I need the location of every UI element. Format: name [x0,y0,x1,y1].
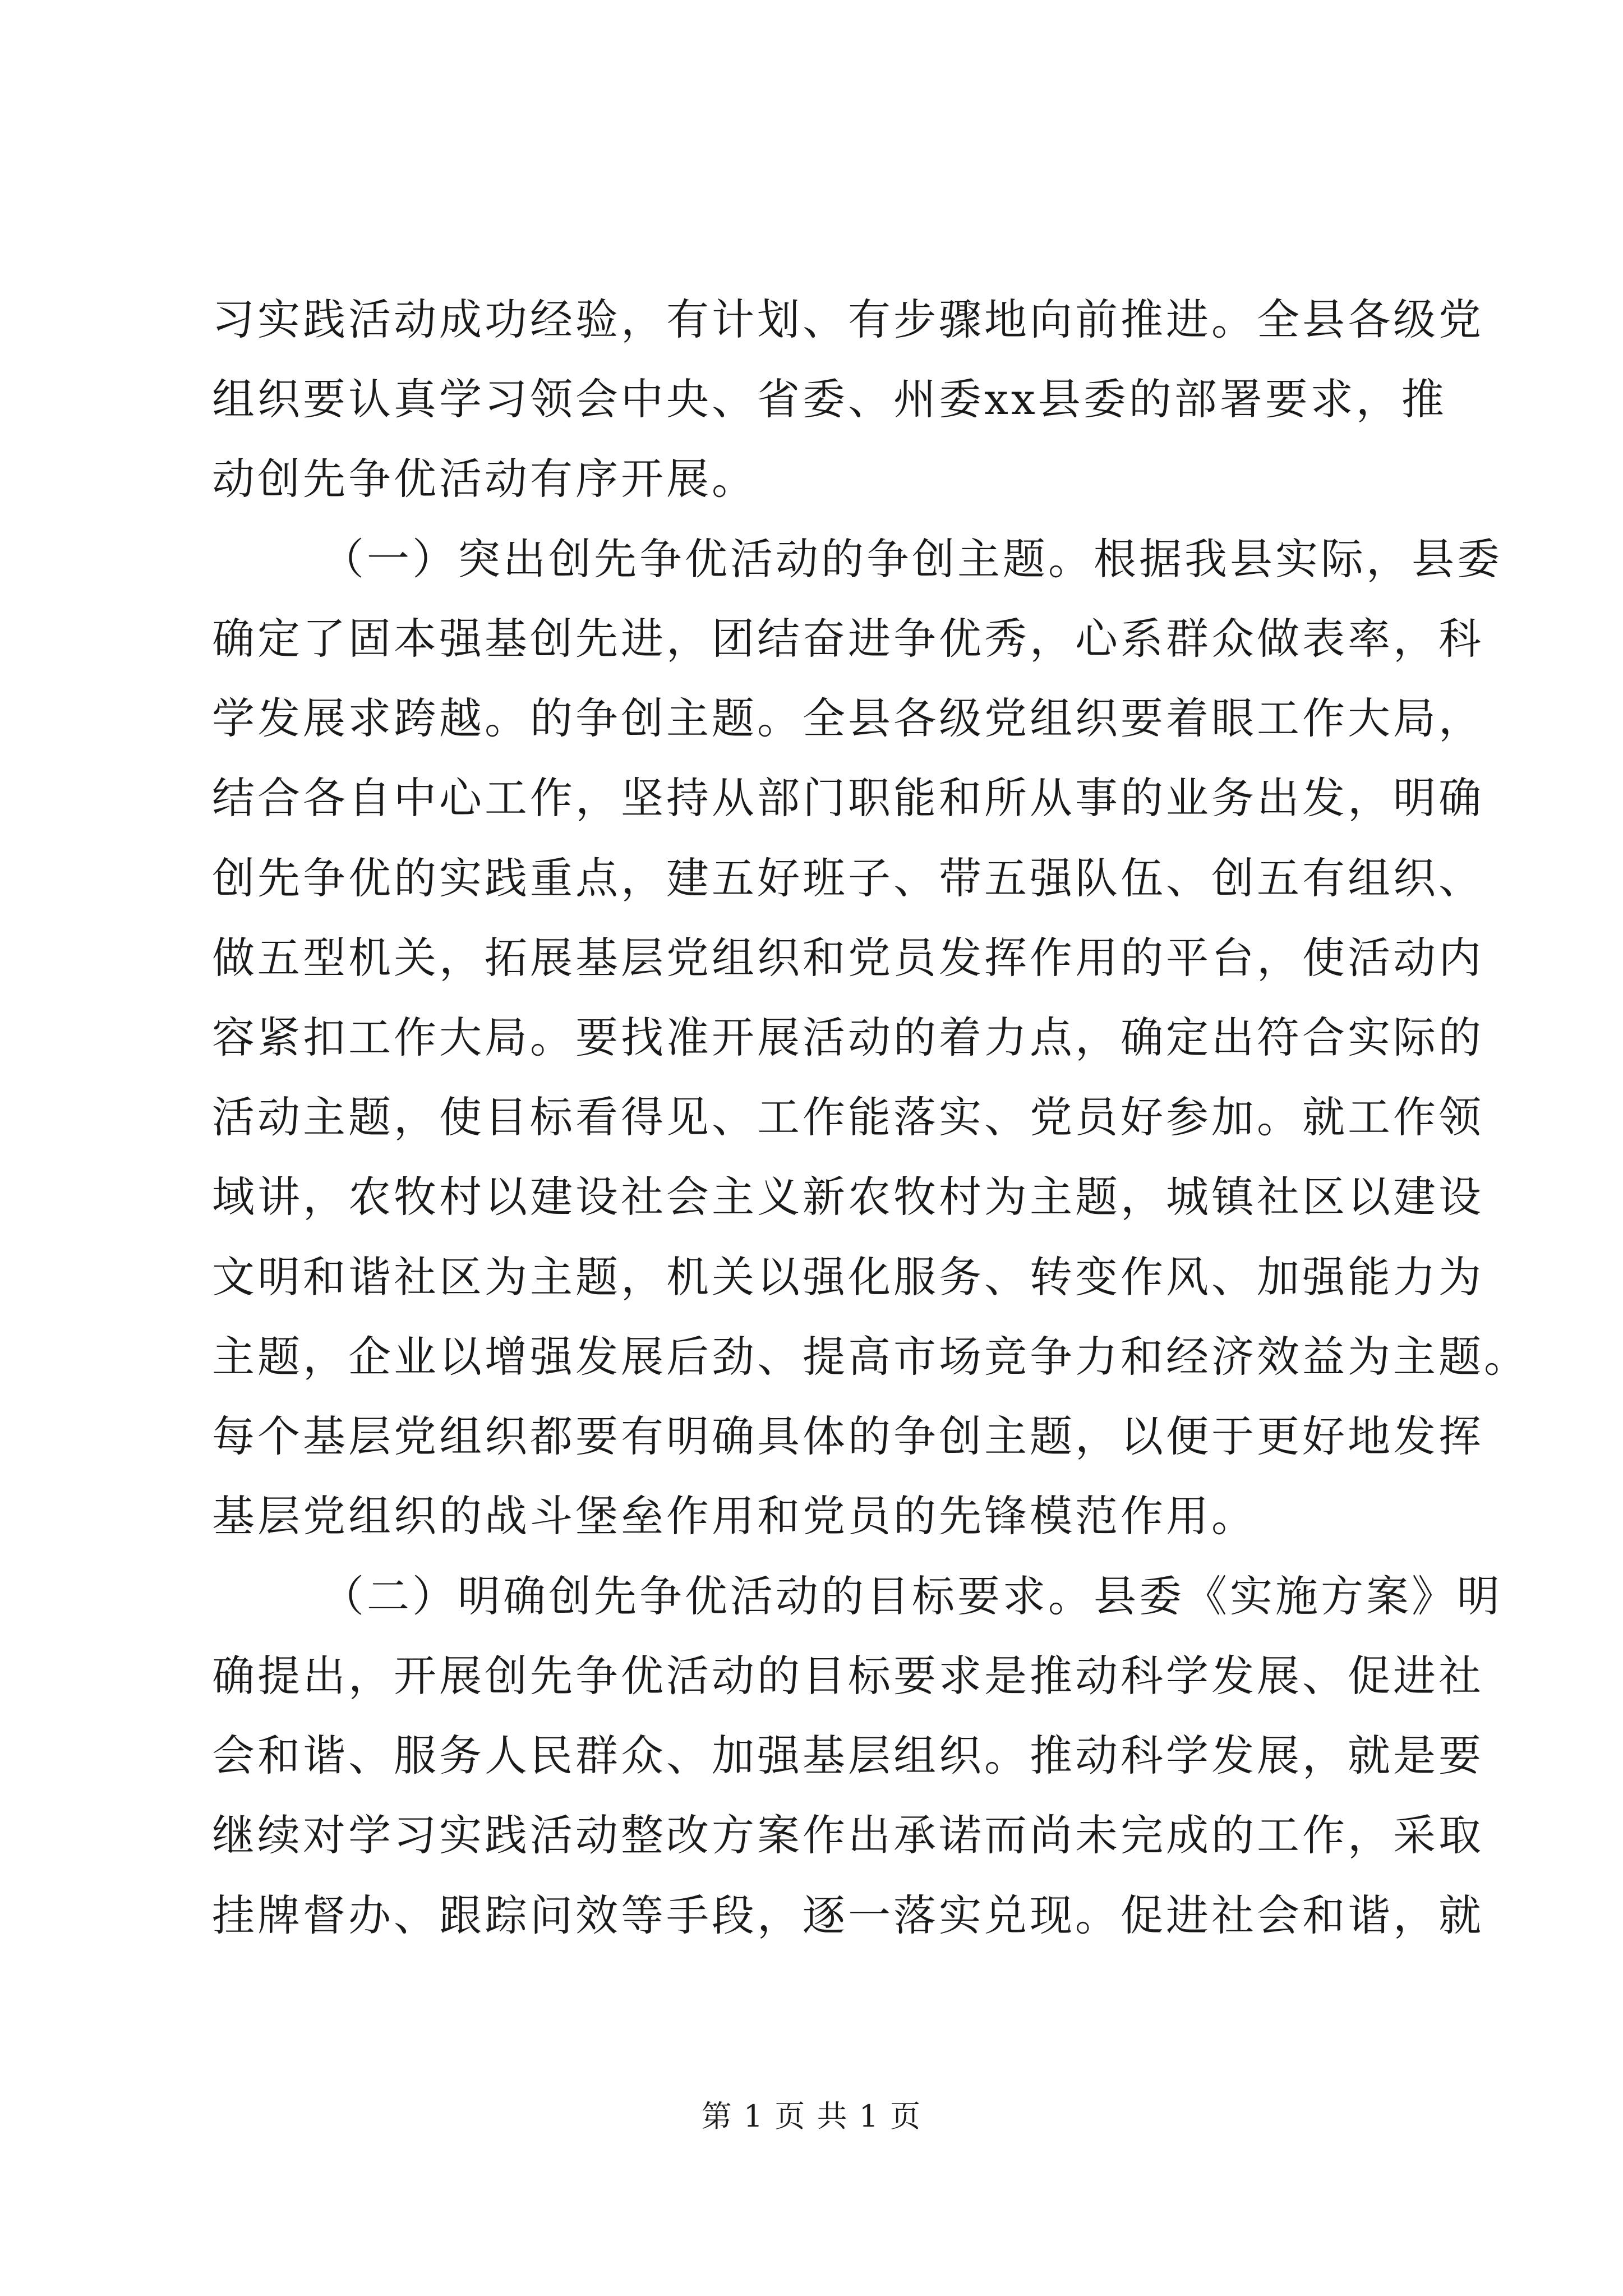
text-line: 习实践活动成功经验，有计划、有步骤地向前推进。全县各级党 [212,295,1484,344]
text-line: 主题，企业以增强发展后劲、提高市场竞争力和经济效益为主题。 [212,1332,1529,1382]
text-line: 组织要认真学习领会中央、省委、州委xx县委的部署要求，推 [212,374,1447,424]
text-line: 确定了固本强基创先进，团结奋进争优秀，心系群众做表率，科 [212,614,1484,664]
text-line: 创先争优的实践重点，建五好班子、带五强队伍、创五有组织、 [212,853,1484,903]
paragraph-heading-line: （一）突出创先争优活动的争创主题。根据我县实际，县委 [321,534,1502,584]
text-line: 文明和谐社区为主题，机关以强化服务、转变作风、加强能力为 [212,1252,1484,1302]
text-line: 挂牌督办、跟踪问效等手段，逐一落实兑现。促进社会和谐，就 [212,1890,1484,1940]
paragraph-heading-line: （二）明确创先争优活动的目标要求。县委《实施方案》明 [321,1571,1502,1621]
text-line: 确提出，开展创先争优活动的目标要求是推动科学发展、促进社 [212,1651,1484,1701]
text-line: 基层党组织的战斗堡垒作用和党员的先锋模范作用。 [212,1491,1257,1541]
text-line: 结合各自中心工作，坚持从部门职能和所从事的业务出发，明确 [212,773,1484,823]
text-line: 做五型机关，拓展基层党组织和党员发挥作用的平台，使活动内 [212,933,1484,983]
text-line: 会和谐、服务人民群众、加强基层组织。推动科学发展，就是要 [212,1731,1484,1780]
text-line: 学发展求跨越。的争创主题。全县各级党组织要着眼工作大局， [212,693,1484,743]
text-line: 动创先争优活动有序开展。 [212,454,757,504]
text-line: 容紧扣工作大局。要找准开展活动的着力点，确定出符合实际的 [212,1013,1484,1062]
text-line: 域讲，农牧村以建设社会主义新农牧村为主题，城镇社区以建设 [212,1172,1484,1222]
text-line: 继续对学习实践活动整改方案作出承诺而尚未完成的工作，采取 [212,1810,1484,1860]
text-line: 活动主题，使目标看得见、工作能落实、党员好参加。就工作领 [212,1092,1484,1142]
page-footer: 第 1 页 共 1 页 [701,2099,922,2134]
text-line: 每个基层党组织都要有明确具体的争创主题，以便于更好地发挥 [212,1411,1484,1461]
